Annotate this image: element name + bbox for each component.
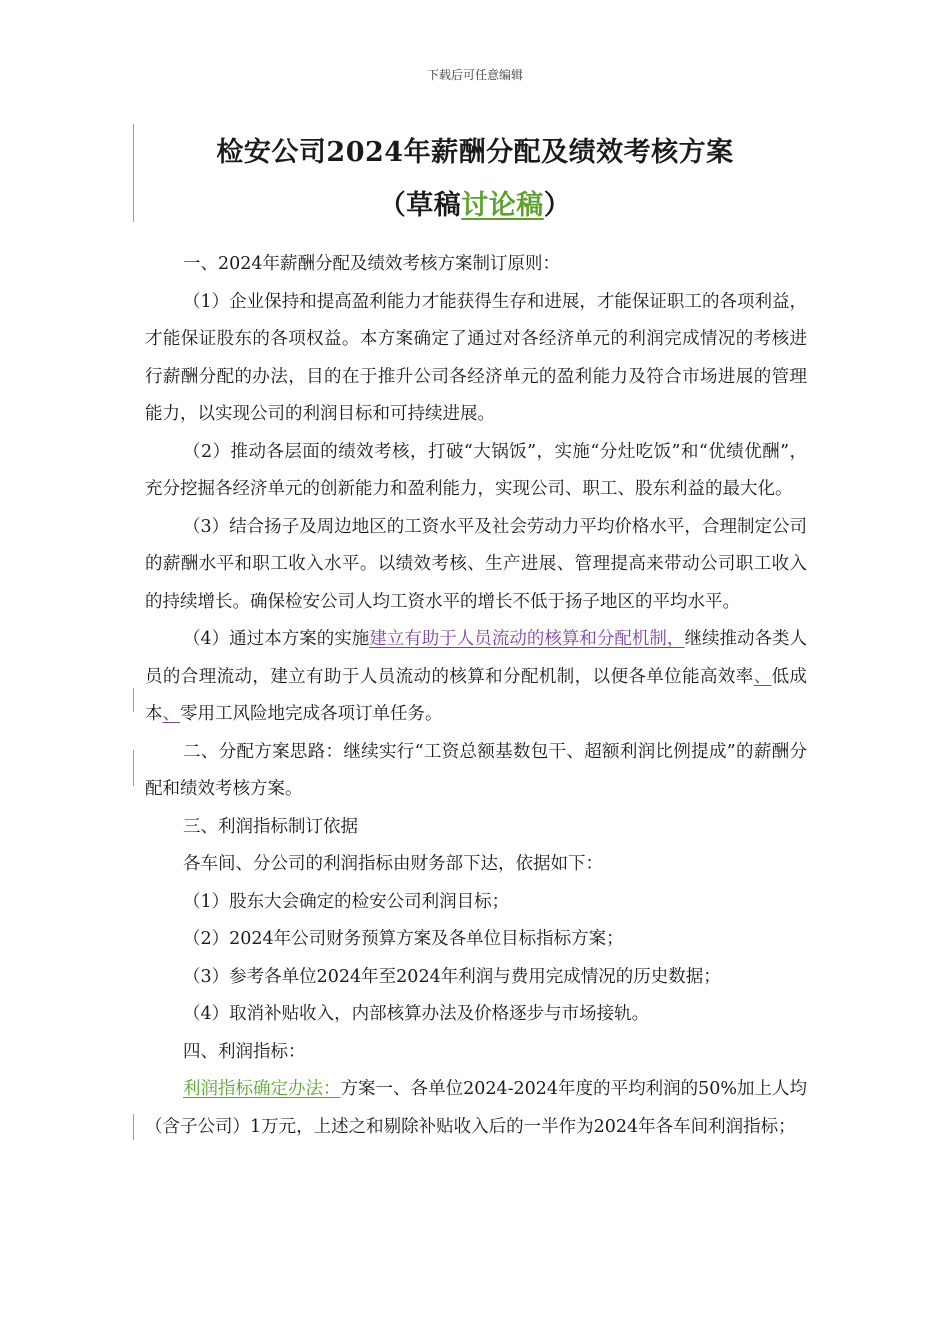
p5-inserted-comma-1: 、 xyxy=(753,666,772,687)
paragraph-principle-2: （2）推动各层面的绩效考核，打破“大锅饭”，实施“分灶吃饭”和“优绩优酬”，充分挖掘各经济单元的创新能力和盈利能力，实现公司、职工、股东利益的最大化。 xyxy=(145,441,807,499)
document-body xyxy=(145,246,807,1146)
p5-text-a: （4）通过本方案的实施 xyxy=(183,629,370,649)
change-bar-title xyxy=(133,124,134,222)
p5-inserted-text: 建立有助于人员流动的核算和分配机制， xyxy=(369,629,685,649)
subtitle-inserted-text: 讨论稿 xyxy=(461,190,544,221)
page-header-note: 下载后可任意编辑 xyxy=(426,68,523,82)
section-heading-4: 四、利润指标： xyxy=(183,1041,306,1062)
paragraph-principle-1: （1）企业保持和提高盈利能力才能获得生存和进展，才能保证职工的各项利益，才能保证股东的各项权益。本方案确定了通过对各经济单元的利润完成情况的考核进行薪酬分配的办法，目的在于推升公司各经济单元的盈利能力及符合市场进展的管理能力，以实现公司的利润目标和可持续进展。 xyxy=(145,291,807,424)
list-item-basis-2: （2）2024年公司财务预算方案及各单位目标指标方案； xyxy=(183,929,624,949)
paragraph-principle-3: （3）结合扬子及周边地区的工资水平及社会劳动力平均价格水平，合理制定公司的薪酬水平和职工收入水平。以绩效考核、生产进展、管理提高来带动公司职工收入的持续增长。确保检安公司人均工资水平的增长不低于扬子地区的平均水平。 xyxy=(145,516,807,612)
p5-text-c: 继续推动各类人员的合理流动，建立有助于人员流动的核算和分配机制，以便各单位能高效率 xyxy=(145,629,807,687)
section-heading-1: 一、2024年薪酬分配及绩效考核方案制订原则： xyxy=(183,254,561,274)
subtitle-open: （草稿 xyxy=(378,190,462,221)
p14-text-b: 方案一、各单位2024-2024年度的平均利润的50%加上人均（含子公司）1万元，上述之和剔除补贴收入后的一半作为2024年各车间利润指标； xyxy=(145,1079,808,1137)
list-item-basis-4: （4）取消补贴收入，内部核算办法及价格逐步与市场接轨。 xyxy=(183,1004,650,1024)
paragraph-principle-4 xyxy=(145,621,807,734)
section-heading-3: 三、利润指标制订依据 xyxy=(183,816,358,837)
document-title: 检安公司2024年薪酬分配及绩效考核方案 xyxy=(216,137,734,168)
change-bar-p14 xyxy=(133,1114,134,1140)
section-heading-2: 二、分配方案思路：继续实行“工资总额基数包干、超额利润比例提成”的薪酬分配和绩效考核方案。 xyxy=(145,741,807,799)
paragraph-profit-method xyxy=(145,1071,807,1146)
p5-text-g: 零用工风险地完成各项订单任务。 xyxy=(180,704,443,724)
p5-inserted-comma-2: 、 xyxy=(162,704,180,724)
p14-inserted-text: 利润指标确定办法： xyxy=(183,1079,341,1099)
list-item-basis-3: （3）参考各单位2024年至2024年利润与费用完成情况的历史数据； xyxy=(183,966,721,987)
change-bar-p5a xyxy=(133,688,134,712)
paragraph-basis-intro: 各车间、分公司的利润指标由财务部下达，依据如下： xyxy=(183,854,603,874)
p5-text-e: 低成本 xyxy=(145,666,808,724)
subtitle-close: ） xyxy=(543,190,572,221)
document-subtitle xyxy=(145,183,805,222)
change-bar-p5b xyxy=(133,750,134,786)
list-item-basis-1: （1）股东大会确定的检安公司利润目标； xyxy=(183,891,510,912)
